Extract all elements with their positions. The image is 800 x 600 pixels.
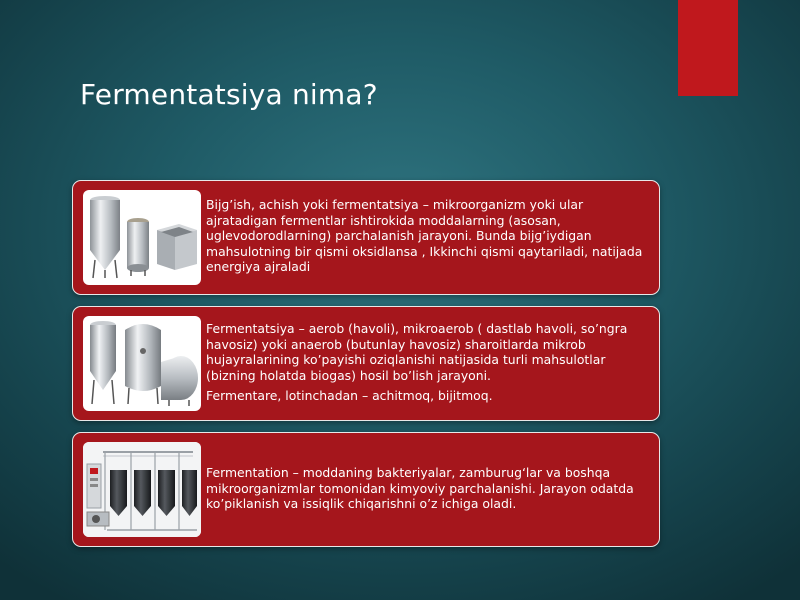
bioreactor-tanks-icon (83, 316, 201, 411)
info-card-1 (72, 180, 660, 295)
brewery-system-icon (83, 442, 201, 537)
accent-bar (678, 0, 738, 96)
card-3-text (206, 465, 651, 512)
card-3-paragraph-1: Fermentation – moddaning bakteriyalar, zamburug‘lar va boshqa mikroorganizmlar tomonidan kimyoviy parchalanishi. Jarayon odatda ko’piklanish va issiqlik chiqarishni o’z ichiga oladi. (206, 465, 634, 512)
card-2-paragraph-2: Fermentare, lotinchadan – achitmoq, bijitmoq. (206, 388, 493, 404)
info-card-2 (72, 306, 660, 421)
card-2-text (206, 321, 651, 404)
fermentation-tanks-icon (83, 190, 201, 285)
card-2-paragraph-1: Fermentatsiya – aerob (havoli), mikroaerob ( dastlab havoli, so’ngra havosiz) yoki anaerob (butunlay havosiz) sharoitlarda mikrob hujayralarining ko’payishi oziqlanishi natijasida turli mahsulotlar (bizning holatda biogas) hosil bo’lish jarayoni. (206, 321, 628, 383)
slide-title: Fermentatsiya nima? (80, 78, 378, 111)
card-1-text (206, 197, 651, 275)
card-1-paragraph-1: Bijɡ’ish, achish yoki fermentatsiya – mikroorganizm yoki ular ajratadigan fermentlar ishtirokida moddalarning (asosan, uglevodorodlarning) parchalanish jarayoni. Bunda bijɡ’iydigan mahsulotning bir qismi oksidlansa , Ikkinchi qismi qaytariladi, natijada energiya ajraladi (206, 197, 643, 275)
info-card-3 (72, 432, 660, 547)
